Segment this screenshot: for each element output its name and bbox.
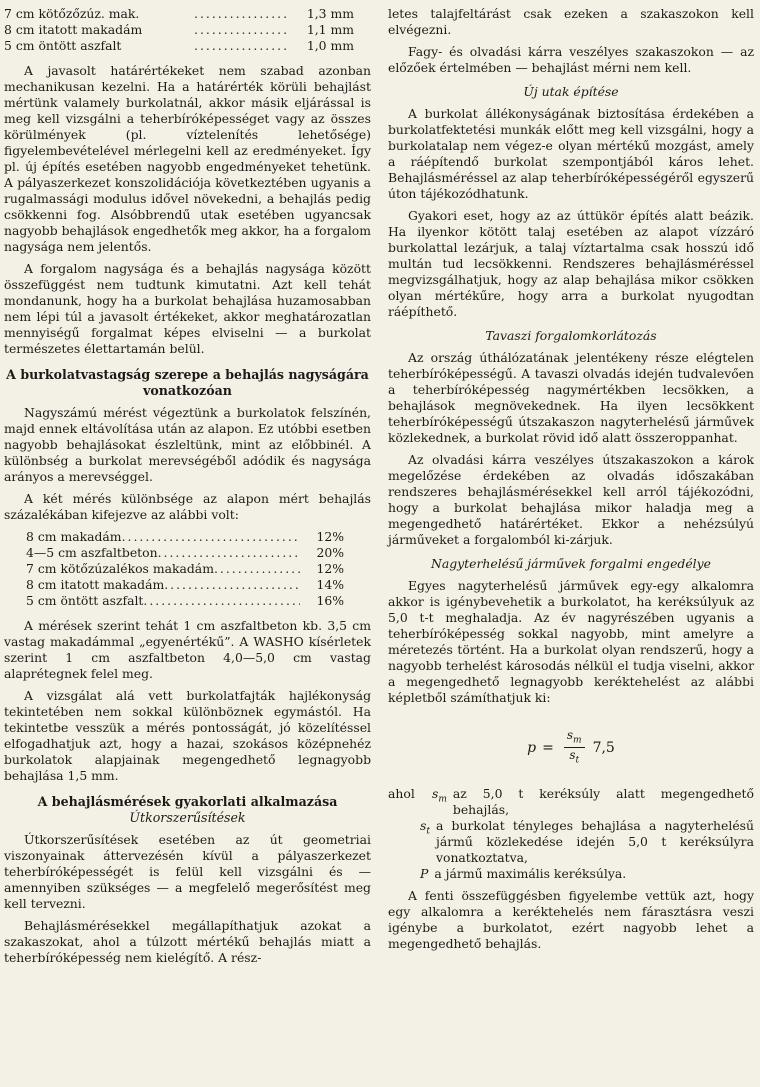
list-item-label: 5 cm öntött aszfalt bbox=[4, 38, 122, 53]
definition-text: az 5,0 t keréksúly alatt megengedhető behajlás, bbox=[452, 785, 754, 817]
definition-item bbox=[388, 786, 754, 818]
leader-dots bbox=[164, 577, 300, 593]
paragraph: Az olvadási kárra veszélyes útszakaszokon a károk megelőzése érdekében az olvadás időszakában rendszeres behajlásmérésekkel kell arról tájékozódni, hogy a burkolat behajlása mikor haladja meg a megengedhető határértéket. Ekkor a nehézsúlyú járműveket a forgalomból ki-zárjuk. bbox=[388, 452, 754, 547]
leader-dots bbox=[194, 22, 288, 38]
list-item bbox=[26, 545, 344, 561]
list-item-value: 20% bbox=[316, 545, 344, 560]
paragraph: Egyes nagyterhelésű járművek egy-egy alkalomra akkor is igénybevehetik a burkolatot, ha keréksúlyuk az 5,0 t-t meghaladja. Az év nagyrészében ugyanis a teherbíróképesség sokkal nagyobb, mint amelyre a méretezés történt. Ha a burkolat olyan rendszerű, hogy a nagyobb terhelést károsodás nélkül el tudja viselni, akkor a megengedhető legnagyobb keréktehelést az alábbi képletből számíthatjuk ki: bbox=[388, 578, 754, 705]
leader-dots bbox=[194, 38, 288, 54]
paragraph: letes talajfeltárást csak ezeken a szakaszokon kell elvégezni. bbox=[388, 6, 754, 37]
leader-dots bbox=[143, 593, 300, 609]
paragraph: A forgalom nagysága és a behajlás nagysága között összefüggést nem tudtunk kimutatni. Azt kell tehát mondanunk, hogy ha a burkolat behajlása huzamosabban nem lépi túl a javasolt értékeket, akkor meghatározatlan mennyiségű forgalmat képes elviselni — a burkolat természetes élettartamán belül. bbox=[4, 261, 371, 356]
definition-text: a burkolat tényleges behajlása a nagyterhelésű jármű közlekedése idején 5,0 t keréksúlyra vonatkoztatva, bbox=[435, 817, 754, 865]
paragraph: A burkolat állékonyságának biztosítása érdekében a burkolatfektetési munkák előtt meg kell vizsgálni, hogy a burkolatalap nem végez-e olyan mértékű mozgást, amely a ráépítendő burkolat szempontjából káros lehet. Behajlásméréssel az alap teherbíróképességéről egyszerű úton tájékozódhatunk. bbox=[388, 106, 754, 201]
list-item bbox=[4, 38, 360, 54]
definition-symbol: $s_t$ bbox=[420, 817, 430, 837]
leader-dots bbox=[122, 529, 300, 545]
definition-text: a jármű maximális keréksúlya. bbox=[434, 865, 627, 881]
formula-denominator: $s_t$ bbox=[569, 748, 580, 766]
leader-dots bbox=[158, 545, 300, 561]
definition-symbol: $s_m$ bbox=[432, 785, 447, 805]
list-item bbox=[4, 22, 360, 38]
definition-item bbox=[388, 818, 754, 866]
list-item-value: 1,3 mm bbox=[306, 6, 354, 21]
definition-symbol: P bbox=[420, 865, 429, 881]
list-item bbox=[26, 577, 344, 593]
leader-dots bbox=[214, 561, 300, 577]
list-item-label: 5 cm öntött aszfalt bbox=[26, 593, 144, 608]
list-item bbox=[4, 6, 360, 22]
section-subheading: Útkorszerűsítések bbox=[129, 810, 246, 825]
symbol-definitions bbox=[388, 786, 754, 882]
definition-prefix: ahol bbox=[388, 785, 415, 801]
left-column bbox=[4, 6, 371, 972]
list-item-value: 1,1 mm bbox=[306, 22, 354, 37]
formula-coefficient: 7,5 bbox=[592, 739, 615, 756]
paragraph: Behajlásmérésekkel megállapíthatjuk azokat a szakaszokat, ahol a túlzott mértékű behajlás miatt a teherbíróképesség nem kielégítő. A rész- bbox=[4, 918, 371, 965]
list-item bbox=[26, 529, 344, 545]
load-formula bbox=[388, 728, 754, 768]
section-heading-text: A behajlásmérések gyakorlati alkalmazása bbox=[37, 794, 338, 809]
list-item bbox=[26, 561, 344, 577]
leader-dots bbox=[194, 6, 288, 22]
definition-item bbox=[388, 866, 754, 882]
formula-fraction bbox=[564, 728, 585, 768]
section-heading: Tavaszi forgalomkorlátozás bbox=[485, 328, 657, 343]
section-heading: Új utak építése bbox=[523, 84, 619, 99]
paragraph: Gyakori eset, hogy az az úttükör építés alatt beázik. Ha ilyenkor kötött talaj esetében az alapot vízzáró burkolattal lezárjuk, a talaj víztartalma csak hosszú idő multán tud lecsökkenni. Rendszeres behajlásméréssel megvizsgálhatjuk, hogy az alap behajlása mikor csökken olyan mértékűre, hogy arra a burkolat nyugodtan ráépíthető. bbox=[388, 208, 754, 319]
deflection-limit-list bbox=[4, 6, 371, 54]
list-item-value: 1,0 mm bbox=[306, 38, 354, 53]
section-heading bbox=[4, 794, 371, 826]
list-item-label: 7 cm kötőzúzalékos makadám bbox=[26, 561, 214, 576]
paragraph: A két mérés különbsége az alapon mért behajlás százalékában kifejezve az alábbi volt: bbox=[4, 491, 371, 522]
right-column bbox=[388, 6, 754, 958]
list-item-value: 14% bbox=[316, 577, 344, 592]
paragraph: A vizsgálat alá vett burkolatfajták hajlékonyság tekintetében nem sokkal különböznek egymástól. Ha tekintetbe vesszük a mérés pontosságát, jó közelítéssel elfogadhatjuk azt, hogy a hazai, szokásos középnehéz burkolatok alapjainak megengedhető legnagyobb behajlása 1,5 mm. bbox=[4, 688, 371, 783]
paragraph: Nagyszámú mérést végeztünk a burkolatok felszínén, majd ennek eltávolítása után az alapon. Ez utóbbi esetben nagyobb behajlásokat észleltünk, mint az előbbinél. A különbség a burkolat merevségéből adódik és nagysága arányos a merevséggel. bbox=[4, 405, 371, 484]
list-item bbox=[26, 593, 344, 609]
list-item-label: 8 cm itatott makadám bbox=[4, 22, 143, 37]
paragraph: Útkorszerűsítések esetében az út geometriai viszonyainak áttervezésén kívül a pályaszerkezet teherbíróképességét is felül kell vizsgálni és — amennyiben szükséges — a megfelelő megerősítést meg kell tervezni. bbox=[4, 832, 371, 911]
list-item-label: 7 cm kötőzőzúz. mak. bbox=[4, 6, 140, 21]
list-item-value: 16% bbox=[316, 593, 344, 608]
list-item-value: 12% bbox=[316, 529, 344, 544]
list-item-label: 4—5 cm aszfaltbeton bbox=[26, 545, 158, 560]
formula-equals: = bbox=[542, 739, 554, 756]
difference-percent-list bbox=[4, 529, 371, 609]
list-item-label: 8 cm itatott makadám bbox=[26, 577, 165, 592]
paragraph: A fenti összefüggésben figyelembe vettük azt, hogy egy alkalomra a keréktehelés nem fárasztásra veszi igénybe a burkolatot, ezért nagyobb lehet a megengedhető behajlás. bbox=[388, 887, 754, 951]
section-heading: Nagyterhelésű járművek forgalmi engedélye bbox=[431, 556, 711, 571]
list-item-value: 12% bbox=[316, 561, 344, 576]
list-item-label: 8 cm makadám bbox=[26, 529, 122, 544]
paragraph: Fagy- és olvadási kárra veszélyes szakaszokon — az előzőek értelmében — behajlást mérni nem kell. bbox=[388, 44, 754, 75]
section-heading: A burkolatvastagság szerepe a behajlás nagyságára vonatkozóan bbox=[6, 367, 369, 398]
paragraph: A mérések szerint tehát 1 cm aszfaltbeton kb. 3,5 cm vastag makadámmal „egyenértékű”. A WASHO kísérletek szerint 1 cm aszfaltbeton 4,0—5,0 cm vastag alaprétegnek felel meg. bbox=[4, 618, 371, 681]
paragraph: A javasolt határértékeket nem szabad azonban mechanikusan kezelni. Ha a határérték körüli behajlást mértünk valamely burkolatnál, akkor másik eljárással is meg kell vizsgálni a teherbíróképességet vagy az összes körülmények (pl. víztelenítés lehetősége) figyelembevételével mérlegelni kell az eredményeket. Így pl. új építés esetében nagyobb engedményeket tehetünk. A pályaszerkezet konszolidációja következtében ugyanis a rugalmassági modulus idővel növekedni, a behajlás pedig csökkenni fog. Alsóbbrendű utak esetében ugyancsak nagyobb behajlások engedhetők meg akkor, ha a forgalom nagysága nem jelentős. bbox=[4, 63, 371, 254]
formula-lhs: p bbox=[527, 739, 537, 756]
paragraph: Az ország úthálózatának jelentékeny része elégtelen teherbíróképességű. A tavaszi olvadás idején tudvalevően a teherbíróképesség nagymértékben lecsökken, a behajlások megnövekednek. Ha ilyen lecsökkent teherbíróképességű útszakaszon nagyterhelésű járművek közlekednek, a burkolat rövid idő alatt összeroppanhat. bbox=[388, 350, 754, 445]
formula-numerator: $s_m$ bbox=[564, 728, 585, 748]
